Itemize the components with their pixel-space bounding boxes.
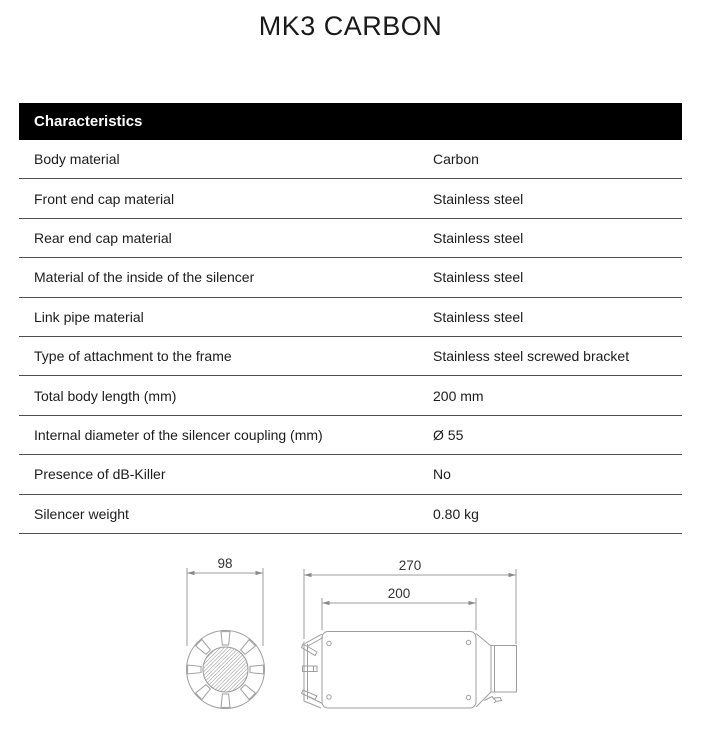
spec-value: Stainless steel [433, 269, 524, 286]
spec-label: Material of the inside of the silencer [34, 269, 255, 286]
spec-label: Rear end cap material [34, 229, 172, 246]
spec-value: No [433, 466, 451, 483]
spec-label: Front end cap material [34, 190, 175, 207]
table-row [19, 219, 682, 258]
spec-label: Silencer weight [34, 505, 129, 522]
spec-value: 200 mm [433, 387, 484, 404]
dimension-270-label: 270 [398, 558, 422, 573]
table-row [19, 258, 682, 297]
table-header-label: Characteristics [34, 113, 143, 130]
silencer-body-outline [322, 632, 476, 709]
spec-label: Total body length (mm) [34, 387, 177, 404]
dimension-98-label: 98 [217, 556, 233, 571]
spec-value: Ø 55 [433, 426, 464, 443]
spec-value: Stainless steel [433, 308, 524, 325]
page-title: MK3 CARBON [258, 11, 443, 41]
mounting-hook [485, 697, 502, 704]
spec-label: Body material [34, 151, 120, 168]
table-row [19, 455, 682, 494]
spec-value: Stainless steel screwed bracket [433, 348, 630, 365]
table-row [19, 337, 682, 376]
dimension-200-label: 200 [387, 586, 411, 601]
spec-value: 0.80 kg [433, 505, 479, 522]
table-row [19, 179, 682, 218]
table-row [19, 416, 682, 455]
side-view [302, 632, 517, 709]
front-view [187, 631, 265, 709]
silencer-mesh-disk [203, 647, 248, 692]
spec-label: Internal diameter of the silencer coupling (mm) [34, 426, 323, 443]
dimension-98 [187, 556, 263, 646]
table-row [19, 140, 682, 179]
rivets [327, 640, 471, 699]
table-row [19, 495, 682, 534]
spec-value: Stainless steel [433, 190, 524, 207]
table-header [19, 103, 682, 140]
spec-label: Type of attachment to the frame [34, 348, 232, 365]
spec-label: Presence of dB-Killer [34, 466, 166, 483]
table-row [19, 376, 682, 415]
table-row [19, 298, 682, 337]
spec-value: Carbon [433, 151, 479, 168]
spec-value: Stainless steel [433, 229, 524, 246]
dimension-200 [322, 586, 476, 630]
technical-drawing [0, 545, 701, 737]
characteristics-table [19, 103, 682, 534]
spec-label: Link pipe material [34, 308, 144, 325]
